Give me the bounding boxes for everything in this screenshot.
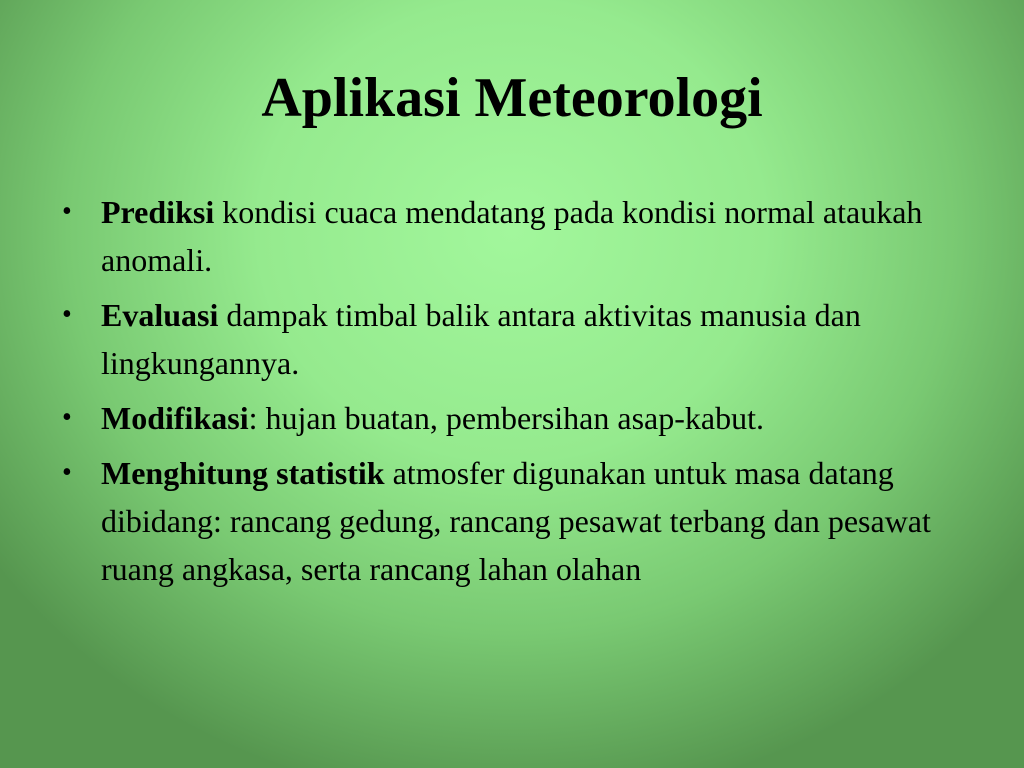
bullet-dot-icon: • [62,196,72,227]
bullet-item-prediksi [60,188,940,284]
bullet-item-evaluasi [60,291,940,387]
slide-title: Aplikasi Meteorologi [261,67,763,129]
bullet-item-menghitung-statistik [60,449,940,593]
bullet-dot-icon: • [62,457,72,488]
bullet-dot-icon: • [62,299,72,330]
bullet-text: kondisi cuaca mendatang pada kondisi normal ataukah anomali. [101,194,923,278]
bullet-term: Menghitung statistik [101,455,385,491]
bullet-term: Prediksi [101,194,215,230]
bullet-term: Modifikasi [101,400,249,436]
bullet-text: atmosfer digunakan untuk masa datang dibidang: rancang gedung, rancang pesawat terbang dan pesawat ruang angkasa, serta rancang lahan olahan [101,455,931,587]
bullet-term: Evaluasi [101,297,219,333]
bullet-item-modifikasi [60,394,940,442]
bullet-text: : hujan buatan, pembersihan asap-kabut. [248,400,764,436]
bullet-list [60,188,940,600]
bullet-dot-icon: • [62,402,72,433]
bullet-text: dampak timbal balik antara aktivitas manusia dan lingkungannya. [101,297,861,381]
